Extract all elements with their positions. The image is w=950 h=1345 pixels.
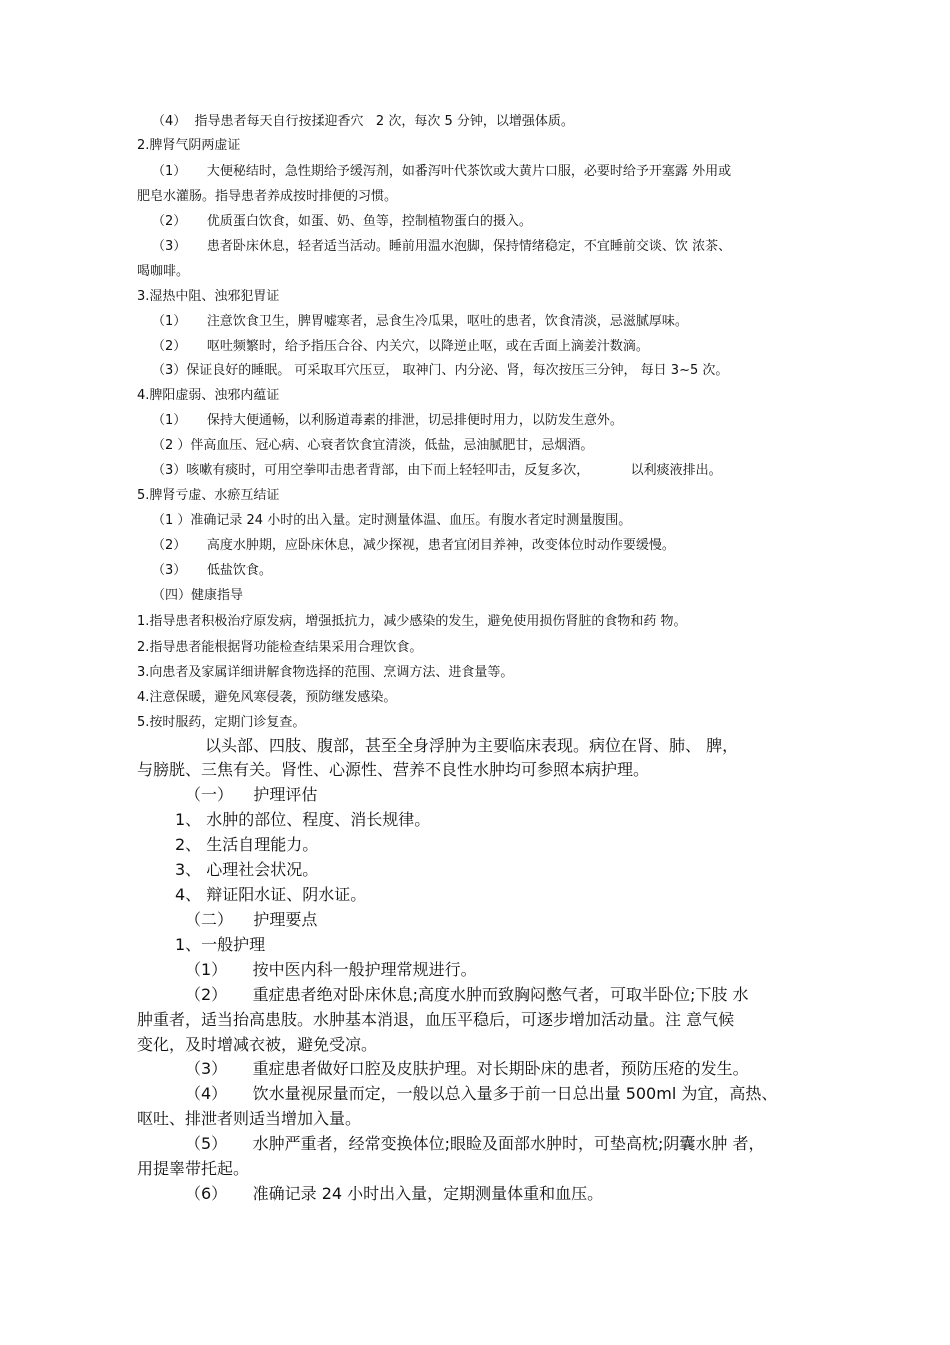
text-line: （1） 大便秘结时，急性期给予缓泻剂，如番泻叶代茶饮或大黄片口服，必要时给予开塞露 外用或 <box>152 164 732 179</box>
section-heading: （四）健康指导 <box>152 588 244 603</box>
text-line: （4） 饮水量视尿量而定，一般以总入量多于前一日总出量 500ml 为宜，高热、 <box>185 1084 778 1103</box>
section-heading: 4.脾阳虚弱、浊邪内蕴证 <box>137 388 280 403</box>
text-line: （1 ）准确记录 24 小时的出入量。定时测量体温、血压。有腹水者定时测量腹围。 <box>152 513 632 528</box>
section-heading: （二） 护理要点 <box>185 910 318 929</box>
text-line: （1） 保持大便通畅，以利肠道毒素的排泄，切忌排便时用力，以防发生意外。 <box>152 413 623 428</box>
text-line: （3） 患者卧床休息，轻者适当活动。睡前用温水泡脚，保持情绪稳定，不宜睡前交谈、饮 浓茶、 <box>152 239 732 254</box>
list-item: 5.按时服药，定期门诊复查。 <box>137 715 306 730</box>
text-line: （1） 注意饮食卫生，脾胃嘘寒者，忌食生冷瓜果，呕吐的患者，饮食清淡，忌滋腻厚味。 <box>152 314 688 329</box>
text-line: （2） 呕吐频繁时，给予指压合谷、内关穴，以降逆止呕，或在舌面上滴姜汁数滴。 <box>152 339 649 354</box>
text-line: 呕吐、排泄者则适当增加入量。 <box>137 1109 362 1128</box>
text-line: （2） 优质蛋白饮食，如蛋、奶、鱼等，控制植物蛋白的摄入。 <box>152 214 532 229</box>
text-line: （5） 水肿严重者，经常变换体位;眼睑及面部水肿时，可垫高枕;阴囊水肿 者， <box>185 1134 765 1153</box>
text-line: 与膀胱、三焦有关。肾性、心源性、营养不良性水肿均可参照本病护理。 <box>137 760 650 779</box>
list-item: 3.向患者及家属详细讲解食物选择的范围、烹调方法、进食量等。 <box>137 665 514 680</box>
list-item: 4.注意保暖，避免风寒侵袭，预防继发感染。 <box>137 690 397 705</box>
text-line: （3） 重症患者做好口腔及皮肤护理。对长期卧床的患者，预防压疮的发生。 <box>185 1059 749 1078</box>
text-line: （2 ）伴高血压、冠心病、心衰者饮食宜清淡，低盐，忌油腻肥甘，忌烟酒。 <box>152 438 594 453</box>
text-line: （6） 准确记录 24 小时出入量，定期测量体重和血压。 <box>185 1184 604 1203</box>
text-line: （3）咳嗽有痰时，可用空拳叩击患者背部，由下而上轻轻叩击，反复多次， 以利痰液排出。 <box>152 463 722 478</box>
text-line: 变化，及时增减衣被，避免受凉。 <box>137 1035 378 1054</box>
list-item: 3、 心理社会状况。 <box>175 860 319 879</box>
list-item: 2、 生活自理能力。 <box>175 835 319 854</box>
section-heading: 5.脾肾亏虚、水瘀互结证 <box>137 488 280 503</box>
text-line: （3） 低盐饮食。 <box>152 563 272 578</box>
section-heading: 3.湿热中阻、浊邪犯胃证 <box>137 289 280 304</box>
section-heading: 2.脾肾气阴两虚证 <box>137 138 241 153</box>
text-line: （3）保证良好的睡眠。 可采取耳穴压豆， 取神门、内分泌、肾，每次按压三分钟， 每日 3~5 次。 <box>152 363 729 378</box>
list-item: 1、 水肿的部位、程度、消长规律。 <box>175 810 431 829</box>
list-item: 1.指导患者积极治疗原发病，增强抵抗力，减少感染的发生，避免使用损伤肾脏的食物和药 物。 <box>137 614 687 629</box>
section-heading: 1、一般护理 <box>175 935 266 954</box>
list-item: 4、 辩证阳水证、阴水证。 <box>175 885 367 904</box>
list-item: 2.指导患者能根据肾功能检查结果采用合理饮食。 <box>137 640 423 655</box>
text-line: （2） 重症患者绝对卧床休息;高度水肿而致胸闷憋气者，可取半卧位;下肢 水 <box>185 985 749 1004</box>
text-line: 肿重者，适当抬高患肢。水肿基本消退，血压平稳后，可逐步增加活动量。注 意气候 <box>137 1010 735 1029</box>
text-line: 喝咖啡。 <box>137 264 190 279</box>
text-line: 以头部、四肢、腹部，甚至全身浮肿为主要临床表现。病位在肾、肺、 脾， <box>205 736 739 755</box>
text-line: 用提睾带托起。 <box>137 1159 250 1178</box>
text-line: （1） 按中医内科一般护理常规进行。 <box>185 960 477 979</box>
text-line: 肥皂水灌肠。指导患者养成按时排便的习惯。 <box>137 189 398 204</box>
section-heading: （一） 护理评估 <box>185 785 318 804</box>
text-line: （2） 高度水肿期，应卧床休息，减少探视，患者宜闭目养神，改变体位时动作要缓慢。 <box>152 538 675 553</box>
text-line: （4） 指导患者每天自行按揉迎香穴 2 次，每次 5 分钟，以增强体质。 <box>152 114 574 129</box>
